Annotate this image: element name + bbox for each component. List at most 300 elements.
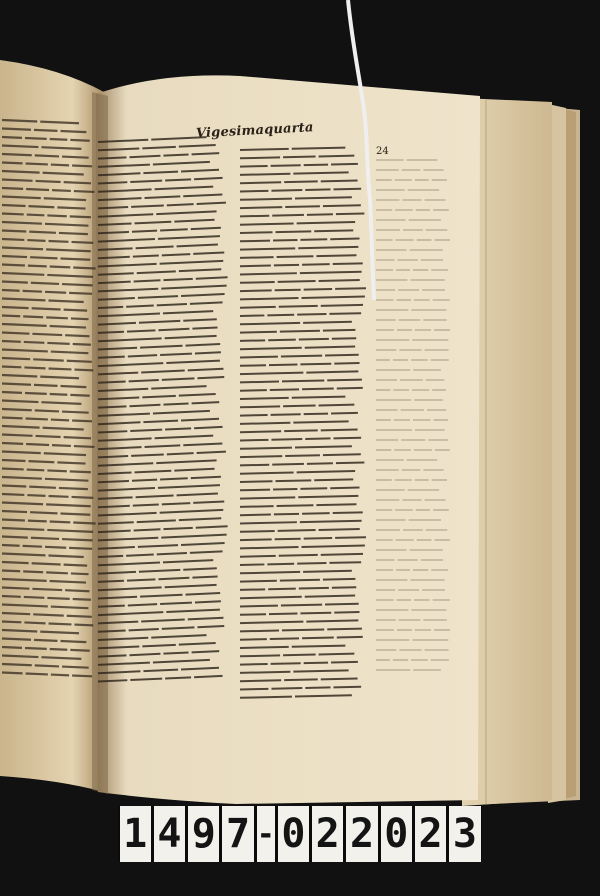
text-line [98,431,127,432]
text-line [193,502,224,503]
text-line [240,332,277,333]
running-head: Vigesimaquarta [195,120,314,142]
text-line [197,377,224,378]
text-line [334,438,362,439]
text-line [73,523,95,524]
text-line [98,257,130,258]
text-line [60,386,86,387]
text-line [74,446,95,447]
text-line [316,255,356,256]
text-line [163,155,188,156]
folio-number: 24 [376,146,389,157]
text-line [283,655,316,656]
text-line [283,406,316,407]
text-line [240,323,300,324]
text-line [162,254,190,255]
label-char: 9 [188,806,219,862]
text-line [23,546,42,547]
text-line [240,390,267,391]
text-line [71,318,89,319]
text-line [240,149,289,150]
text-line [319,529,360,530]
text-line [60,513,90,514]
text-line [2,384,31,385]
text-line [2,520,25,521]
text-line [24,622,45,623]
text-line [50,394,68,395]
text-line [240,207,282,208]
text-line [240,166,268,167]
text-line [192,651,220,652]
text-line [240,191,268,192]
text-line [240,398,289,399]
text-line [240,589,265,590]
text-line [2,120,37,122]
text-line [280,331,320,332]
text-line [319,405,355,406]
text-line [2,443,23,444]
text-line [325,604,359,605]
text-line [240,290,272,291]
text-line [69,548,92,549]
label-char: 2 [312,806,343,862]
text-line [167,453,194,454]
text-line [65,590,89,591]
text-line [321,678,358,679]
text-line [35,410,59,411]
text-line [34,385,58,386]
label-char: 2 [346,806,377,862]
text-line [98,381,126,382]
text-line [25,393,47,394]
text-line [163,279,192,280]
text-line [302,264,330,265]
text-line [158,329,189,330]
text-line [98,357,125,358]
text-line [2,409,32,410]
text-line [293,172,348,173]
text-line [240,581,277,582]
text-line [240,539,272,540]
text-line [29,232,56,233]
text-line [24,367,45,368]
text-line [98,556,123,557]
text-line [2,630,37,632]
text-line [306,371,358,372]
text-line [298,496,358,497]
text-line [160,478,188,479]
text-line [268,589,296,590]
text-line [282,380,324,381]
text-line [323,454,361,455]
text-line [98,232,129,233]
text-line [64,310,88,311]
text-line [23,291,42,292]
text-line [72,420,92,421]
text-line [240,232,273,233]
text-line [98,581,124,582]
text-line [2,163,23,164]
text-line [158,578,189,579]
text-line [314,479,353,480]
text-line [240,655,280,656]
text-line [2,214,24,215]
text-line [279,306,318,307]
text-line [70,216,91,217]
text-line [65,335,89,336]
text-line [297,314,326,315]
text-line [281,605,322,606]
text-line [2,137,22,138]
text-line [2,545,20,546]
text-line [2,639,31,640]
text-line [292,646,346,647]
text-line [51,420,69,421]
text-line [192,577,217,578]
text-line [2,358,30,359]
text-line [27,495,45,496]
text-line [129,405,160,406]
text-line [62,412,89,413]
text-line [2,656,38,658]
text-line [316,504,356,505]
text-line [271,688,302,689]
text-line [73,599,91,600]
text-line [50,522,71,523]
text-line [302,638,334,639]
text-line [130,181,162,182]
text-line [305,687,330,688]
text-line [323,205,361,206]
text-line [2,205,26,206]
text-line [307,214,333,215]
text-line [240,298,299,299]
text-line [98,606,125,607]
text-line [31,538,59,539]
text-line [240,182,281,183]
shelfmark-label [118,806,482,862]
label-char: 1 [120,806,151,862]
text-line [130,679,162,680]
text-line [163,404,188,405]
text-line [337,637,363,638]
text-line [98,630,126,631]
text-line [240,506,274,507]
text-line [133,255,159,256]
text-line [272,464,304,465]
text-line [334,687,362,688]
text-line [300,272,362,273]
text-line [240,647,289,648]
text-line [72,242,94,243]
text-line [319,654,355,655]
text-line [240,631,279,632]
text-line [49,496,69,497]
text-line [2,180,33,181]
text-line [126,306,154,307]
text-line [134,280,161,281]
text-line [128,355,157,356]
text-line [334,363,359,364]
text-line [26,419,48,420]
text-line [51,165,69,166]
text-line [240,223,294,224]
text-line [331,413,358,414]
text-line [276,231,312,232]
text-line [277,505,314,506]
text-line [240,423,290,424]
text-line [306,620,358,621]
text-line [60,131,86,132]
text-line [275,539,301,540]
text-line [194,427,222,428]
label-char: 2 [415,806,446,862]
text-line [319,280,360,281]
text-line [295,446,352,447]
text-line [305,347,355,348]
text-line [157,553,187,554]
text-line [70,471,91,472]
text-line [304,663,328,664]
text-line [240,248,295,249]
text-line [240,257,274,258]
text-line [69,293,92,294]
text-line [70,140,89,141]
text-line [70,395,89,396]
text-line [337,388,363,389]
text-line [330,239,359,240]
text-line [240,547,299,548]
text-line [336,214,364,215]
text-line [2,401,38,403]
text-line [240,689,268,690]
text-line [98,655,126,656]
text-line [334,612,359,613]
text-line [332,587,356,588]
text-line [269,613,297,614]
text-line [98,481,129,482]
text-line [267,315,294,316]
text-line [240,241,270,242]
text-line [26,444,49,445]
text-line [50,267,71,268]
text-line [2,333,29,334]
text-line [72,497,94,498]
text-line [333,263,363,264]
text-line [196,526,228,527]
text-line [321,180,358,181]
text-line [240,174,290,175]
text-line [24,597,45,598]
text-line [2,596,21,597]
text-line [133,504,159,505]
text-line [240,697,292,698]
text-line [73,268,95,269]
text-line [50,581,86,583]
text-line [29,206,55,207]
text-line [191,228,221,229]
text-line [2,392,22,393]
text-line [273,240,297,241]
text-line [47,470,66,471]
text-line [2,239,24,240]
text-line [27,240,45,241]
text-line [240,382,279,383]
text-line [331,662,358,663]
label-char: - [257,806,275,862]
text-line [134,529,161,530]
text-line [98,456,128,457]
text-line [2,664,32,665]
text-line [278,530,316,531]
text-line [57,207,85,208]
text-line [321,429,358,430]
text-line [98,506,130,507]
text-line [126,555,154,556]
text-line [240,440,268,441]
text-line [240,365,266,366]
text-line [267,564,294,565]
text-line [59,233,88,234]
text-line [271,190,302,191]
text-line [129,380,159,381]
text-line [240,216,269,217]
text-line [300,488,327,489]
text-line [2,282,28,283]
text-line [240,406,280,407]
text-line [46,572,68,573]
text-line [271,414,301,415]
text-line [193,253,224,254]
text-line [299,588,329,589]
text-line [98,207,128,208]
text-line [240,606,278,607]
text-line [279,555,318,556]
text-line [130,430,162,431]
text-line [276,480,312,481]
text-line [197,203,226,204]
text-line [271,663,301,664]
text-line [240,265,271,266]
text-line [240,348,302,349]
text-line [284,430,318,431]
text-line [60,641,86,642]
text-line [32,563,61,564]
text-line [30,512,57,513]
text-line [62,284,93,285]
text-line [240,465,269,466]
text-line [52,190,71,191]
text-line [195,352,221,353]
text-line [268,340,296,341]
text-line [23,571,43,572]
label-char: 0 [381,806,412,862]
text-line [240,680,281,681]
text-line [2,307,29,308]
text-line [240,273,297,274]
text-line [74,191,95,192]
text-line [2,588,29,589]
text-line [50,649,68,650]
text-line [36,181,61,182]
text-line [72,165,92,166]
text-line [321,554,363,555]
text-line [2,375,37,377]
text-line [98,332,124,333]
text-line [293,670,348,671]
text-line [278,281,316,282]
text-line [336,463,364,464]
text-line [2,188,23,189]
text-line [307,463,333,464]
text-line [2,571,20,572]
text-line [305,189,330,190]
text-line [64,182,91,183]
text-line [240,315,264,316]
text-line [47,343,69,344]
label-char: 4 [154,806,185,862]
text-line [165,677,191,678]
text-line [293,421,348,422]
text-line [321,305,363,306]
text-line [302,513,330,514]
text-line [271,439,302,440]
text-line [2,486,26,487]
text-line [50,326,86,328]
text-line [29,461,55,462]
text-line [36,436,61,437]
text-line [32,589,62,590]
text-line [25,648,47,649]
text-line [50,139,68,140]
text-line [62,667,89,668]
text-line [72,675,92,676]
text-line [314,230,353,231]
text-line [292,148,346,149]
text-line [299,339,329,340]
text-line [98,680,127,681]
text-line [240,472,294,473]
text-line [2,562,29,563]
text-line [298,247,358,248]
text-line [303,322,352,323]
text-line [304,414,328,415]
text-line [2,537,28,538]
text-line [2,673,23,674]
text-line [129,156,160,157]
text-line [64,437,91,438]
text-line [129,629,159,630]
text-line [240,597,302,598]
text-line [27,215,45,216]
text-line [45,292,66,293]
text-line [240,672,290,673]
text-line [332,338,356,339]
text-line [98,157,126,158]
text-line [283,157,316,158]
text-line [194,676,222,677]
text-line [327,629,362,630]
text-line [240,481,273,482]
label-char: 0 [278,806,309,862]
text-line [196,277,228,278]
text-line [23,316,43,317]
text-line [127,330,155,331]
text-line [28,521,47,522]
text-line [192,153,220,154]
text-line [240,431,281,432]
label-char: 3 [449,806,480,862]
